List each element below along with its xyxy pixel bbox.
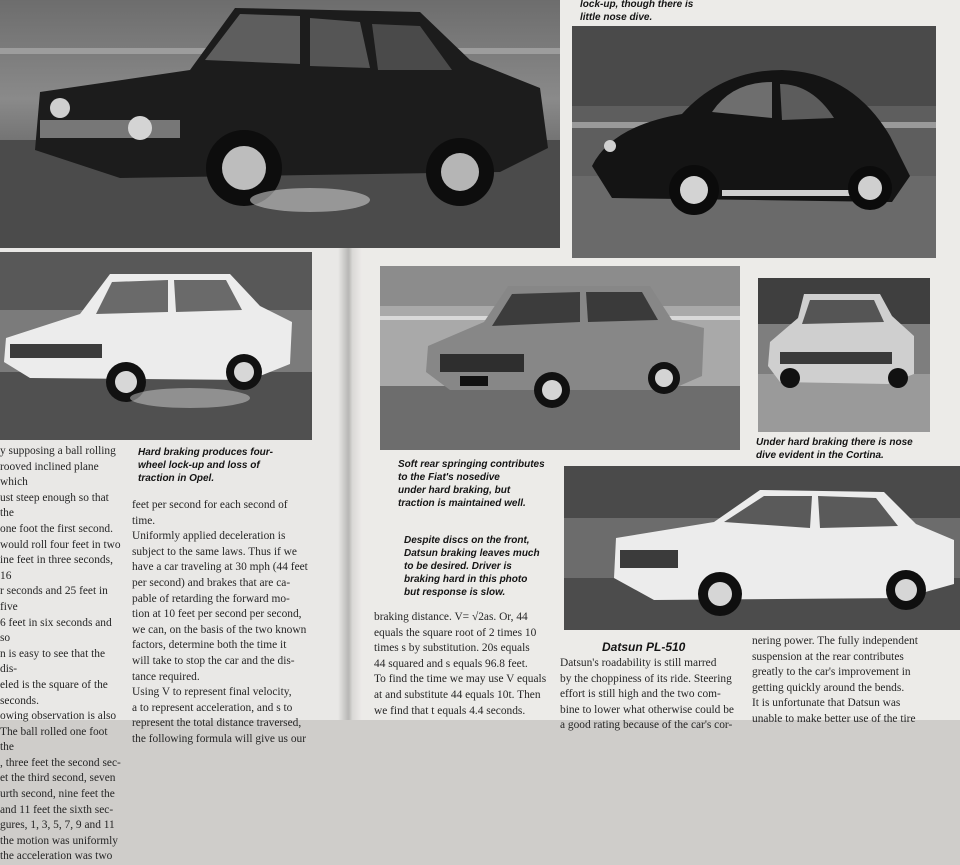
caption-nose-dive-fragment: lock-up, though there is little nose dive.: [580, 0, 694, 23]
datsun-heading: Datsun PL-510: [602, 640, 686, 654]
article-column-2: feet per second for each second of time. Uniformly applied deceleration is subject to the same laws. Thus if we have a car traveling at 30 mph (44 feet per second) and brakes that are ca- pable of retarding the forward mo- tion at 10 feet per second per second, we can, on the basis of the two known factors, determine both the time it will take to stop the car and the dis- tance required. Using V to represent final velocity, a to represent acceleration, and s to represent the total distance traversed, the following formula will give us our: [132, 499, 308, 745]
caption-datsun: Despite discs on the front, Datsun braking leaves much to be desired. Driver is braking hard in this photo but response is slow.: [404, 535, 540, 598]
article-column-1: y supposing a ball rolling rooved inclined plane which ust steep enough so that the one foot the first second. would roll four feet in two ine feet in three seconds, 16 r seconds and 25 feet in five 6 feet in six seconds and so n is easy to see that the dis- eled is the square of the seconds. owing observation is also The ball rolled one foot the , three feet the second sec- et the third second, seven urth second, nine feet the and 11 feet the sixth sec- gures, 1, 3, 5, 7, 9 and 11 the motion was uniformly the acceleration was two: [0, 445, 121, 863]
caption-fiat: Soft rear springing contributes to the Fiat's nosedive under hard braking, but traction is maintained well.: [398, 459, 545, 509]
photo-opel: [0, 252, 312, 440]
photo-fiat: [380, 266, 740, 450]
photo-cortina: [758, 278, 930, 432]
article-column-5: nering power. The fully independent suspension at the rear contributes greatly to the car's improvement in getting quickly around the bends. It is unfortunate that Datsun was unable to make better use of the tire: [752, 635, 918, 725]
article-column-3: braking distance. V= √2as. Or, 44 equals the square root of 2 times 10 times s by substitution. 20s equals 44 squared and s equals 96.8 feet. To find the time we may use V equals at and substitute 44 equals 10t. Then we find that t equals 4.4 seconds.: [374, 611, 547, 717]
photo-vw-beetle: [572, 26, 936, 258]
caption-cortina: Under hard braking there is nose dive evident in the Cortina.: [756, 437, 913, 461]
article-column-4: Datsun's roadability is still marred by the choppiness of its ride. Steering effort is still high and the two com- bine to lower what otherwise could be a good rating because of the car's cor-: [560, 657, 734, 732]
photo-datsun: [564, 466, 960, 630]
caption-opel: Hard braking produces four- wheel lock-up and loss of traction in Opel.: [138, 447, 274, 484]
photo-dark-sedan: [0, 0, 560, 248]
